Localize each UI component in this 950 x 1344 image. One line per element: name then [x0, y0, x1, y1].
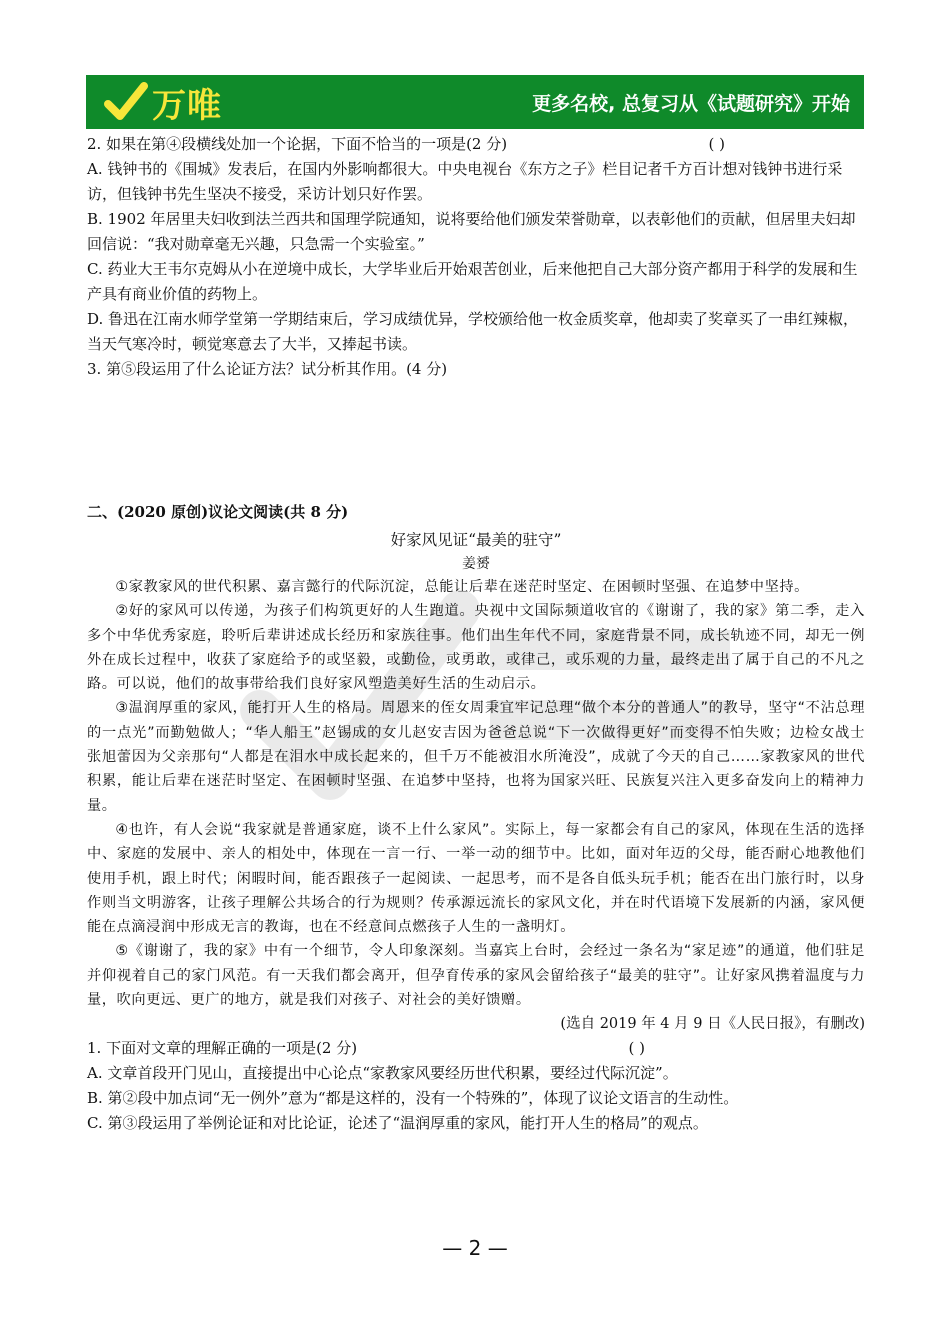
paragraph-5: ⑤《谢谢了，我的家》中有一个细节，令人印象深刻。当嘉宾上台时，会经过一条名为“家足迹”的通道，他们驻足并仰视着自己的家门风范。有一天我们都会离开，但孕育传承的家风会留给孩子“最美的驻守”。让好家风携着温度与力量，吹向更远、更广的地方，就是我们对孩子、对社会的美好馈赠。 [87, 943, 865, 1009]
answer-blank: ( ) [628, 1039, 645, 1058]
brand-logo [104, 78, 222, 127]
page-content [87, 132, 865, 1136]
article-source: (选自 2019 年 4 月 9 日《人民日报》，有删改) [560, 1016, 865, 1033]
section-heading: 二、(2020 原创)议论文阅读(共 8 分) [87, 503, 349, 521]
option-d: D. 鲁迅在江南水师学堂第一学期结束后，学习成绩优异，学校颁给他一枚金质奖章，他却卖了奖章买了一串红辣椒，当天气寒冷时，顿觉寒意去了大半，又捧起书读。 [87, 310, 859, 353]
page-number: — 2 — [442, 1236, 508, 1260]
section-2 [87, 500, 865, 1136]
answer-blank: ( ) [708, 135, 725, 153]
article-title: 好家风见证“最美的驻守” [390, 531, 562, 549]
option-c: C. 药业大王韦尔克姆从小在逆境中成长，大学毕业后开始艰苦创业，后来他把自己大部分资产都用于科学的发展和生产具有商业价值的药物上。 [87, 260, 858, 303]
question-1-text: 1. 下面对文章的理解正确的一项是(2 分) [87, 1039, 358, 1058]
header-banner [86, 75, 864, 129]
option-a: A. 文章首段开门见山，直接提出中心论点“家教家风要经历世代积累，要经过代际沉淀”。 [87, 1064, 678, 1083]
paragraph-3: ③温润厚重的家风，能打开人生的格局。周恩来的侄女周秉宜牢记总理“做个本分的普通人”的教导，坚守“不沾总理的一点光”而勤勉做人；“华人船王”赵锡成的女儿赵安吉因为爸爸总说“下一次做得更好”而变得不怕失败；边检女战士张旭蕾因为父亲那句“人都是在泪水中成长起来的，但千万不能被泪水所淹没”，成就了今天的自己……家教家风的世代积累，能让后辈在迷茫时坚定、在困顿时坚强、在追梦中坚持，也将为国家兴旺、民族复兴注入更多奋发向上的精神力量。 [87, 700, 865, 814]
paragraph-2: ②好的家风可以传递，为孩子们构筑更好的人生跑道。央视中文国际频道收官的《谢谢了，我的家》第二季，走入多个中华优秀家庭，聆听后辈讲述成长经历和家族往事。他们出生年代不同，家庭背景不同，成长轨迹不同，却无一例外在成长过程中，收获了家庭给予的或坚毅，或勤俭，或勇敢，或律己，或乐观的力量，最终走出了属于自己的不凡之路。可以说，他们的故事带给我们良好家风塑造美好生活的生动启示。 [87, 603, 865, 693]
paragraph-1: ①家教家风的世代积累、嘉言懿行的代际沉淀，总能让后辈在迷茫时坚定、在困顿时坚强、在追梦中坚持。 [115, 579, 809, 595]
question-2-stem [87, 132, 865, 157]
logo-text: 万唯 [152, 85, 222, 126]
article-author: 姜赟 [462, 556, 490, 572]
question-2-text: 2. 如果在第④段横线处加一个论据，下面不恰当的一项是(2 分) [87, 135, 508, 153]
option-a: A. 钱钟书的《围城》发表后，在国内外影响都很大。中央电视台《东方之子》栏目记者千方百计想对钱钟书进行采访，但钱钟书先生坚决不接受，采访计划只好作罢。 [87, 160, 843, 203]
option-b: B. 第②段中加点词“无一例外”意为“都是这样的，没有一个特殊的”，体现了议论文语言的生动性。 [87, 1089, 739, 1108]
question-3-stem: 3. 第⑤段运用了什么论证方法？试分析其作用。(4 分) [87, 360, 448, 378]
option-c: C. 第③段运用了举例论证和对比论证，论述了“温润厚重的家风，能打开人生的格局”的观点。 [87, 1114, 708, 1133]
paragraph-4: ④也许，有人会说“我家就是普通家庭，谈不上什么家风”。实际上，每一家都会有自己的家风，体现在生活的选择中、家庭的发展中、亲人的相处中，体现在一言一行、一举一动的细节中。比如，面对年迈的父母，能否耐心地教他们使用手机，跟上时代；闲暇时间，能否跟孩子一起阅读、一起思考，而不是各自低头玩手机；能否在出门旅行时，以身作则当文明游客，让孩子理解公共场合的行为规则？传承源远流长的家风文化，并在时代语境下发展新的内涵，家风便能在点滴浸润中形成无言的教诲，也在不经意间点燃孩子人生的一盏明灯。 [87, 821, 865, 936]
checkmark-icon [104, 82, 148, 122]
banner-slogan: 更多名校, 总复习从《试题研究》开始 [532, 92, 850, 115]
question-1-stem [87, 1036, 865, 1061]
option-b: B. 1902 年居里夫妇收到法兰西共和国理学院通知，说将要给他们颁发荣誉勋章，以表彰他们的贡献，但居里夫妇却回信说：“我对勋章毫无兴趣，只急需一个实验室。” [87, 210, 856, 253]
